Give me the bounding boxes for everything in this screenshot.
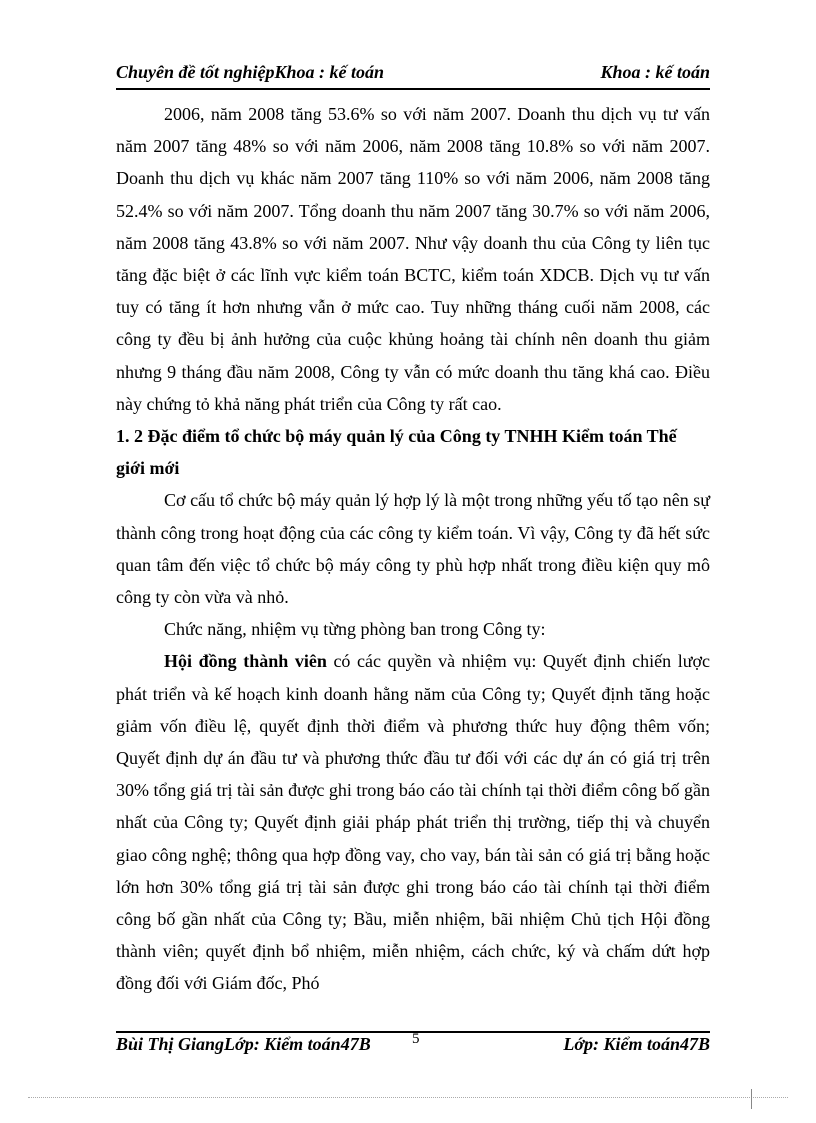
page-footer bbox=[116, 1031, 710, 1060]
header-right-text: Khoa : kế toán bbox=[600, 62, 710, 82]
section-heading: 1. 2 Đặc điểm tổ chức bộ máy quản lý của Công ty TNHH Kiểm toán Thế giới mới bbox=[116, 426, 677, 479]
paragraph-department-functions: Chức năng, nhiệm vụ từng phòng ban trong Công ty: bbox=[164, 619, 546, 640]
paragraph-members-council bbox=[116, 645, 710, 999]
header-left-text: Chuyên đề tốt nghiệpKhoa : kế toán bbox=[116, 62, 385, 82]
page-header bbox=[116, 58, 710, 90]
document-body bbox=[116, 98, 710, 1000]
paragraph-revenue-growth: 2006, năm 2008 tăng 53.6% so với năm 2007. Doanh thu dịch vụ tư vấn năm 2007 tăng 48% so với năm 2006, năm 2008 tăng 10.8% so với năm 2007. Doanh thu dịch vụ khác năm 2007 tăng 110% so với năm 2006, năm 2008 tăng 52.4% so với năm 2007. Tổng doanh thu năm 2007 tăng 30.7% so với năm 2006, năm 2008 tăng 43.8% so với năm 2007. Như vậy doanh thu của Công ty liên tục tăng đặc biệt ở các lĩnh vực kiểm toán BCTC, kiểm toán XDCB. Dịch vụ tư vấn tuy có tăng ít hơn nhưng vẫn ở mức cao. Tuy những tháng cuối năm 2008, các công ty đều bị ảnh hưởng của cuộc khủng hoảng tài chính nên doanh thu giảm nhưng 9 tháng đầu năm 2008, Công ty vẫn có mức doanh thu tăng khá cao. Điều này chứng tỏ khả năng phát triển của Công ty rất cao. bbox=[116, 104, 710, 414]
members-council-term: Hội đồng thành viên bbox=[164, 651, 327, 672]
page-number: 5 bbox=[412, 1031, 420, 1047]
page-edge-mark bbox=[751, 1089, 752, 1109]
members-council-description: có các quyền và nhiệm vụ: Quyết định chiến lược phát triển và kế hoạch kinh doanh hằng năm của Công ty; Quyết định tăng hoặc giảm vốn điều lệ, quyết định thời điểm và phương thức huy động thêm vốn; Quyết định dự án đầu tư và phương thức đầu tư đối với các dự án có giá trị trên 30% tổng giá trị tài sản được ghi trong báo cáo tài chính tại thời điểm công bố gần nhất của Công ty; Quyết định giải pháp phát triển thị trường, tiếp thị và chuyển giao công nghệ; thông qua hợp đồng vay, cho vay, bán tài sản có giá trị bằng hoặc lớn hơn 30% tổng giá trị tài sản được ghi trong báo cáo tài chính tại thời điểm công bố gần nhất của Công ty; Bầu, miễn nhiệm, bãi nhiệm Chủ tịch Hội đồng thành viên; quyết định bổ nhiệm, miễn nhiệm, cách chức, ký và chấm dứt hợp đồng đối với Giám đốc, Phó bbox=[116, 651, 710, 994]
page-edge-dotted-line bbox=[28, 1097, 788, 1098]
footer-left-text: Bùi Thị GiangLớp: Kiểm toán47B bbox=[116, 1034, 371, 1054]
paragraph-org-structure: Cơ cấu tổ chức bộ máy quản lý hợp lý là một trong những yếu tố tạo nên sự thành công trong hoạt động của các công ty kiểm toán. Vì vậy, Công ty đã hết sức quan tâm đến việc tổ chức bộ máy công ty phù hợp nhất trong điều kiện quy mô công ty còn vừa và nhỏ. bbox=[116, 490, 710, 608]
footer-right-text: Lớp: Kiểm toán47B bbox=[563, 1034, 710, 1054]
